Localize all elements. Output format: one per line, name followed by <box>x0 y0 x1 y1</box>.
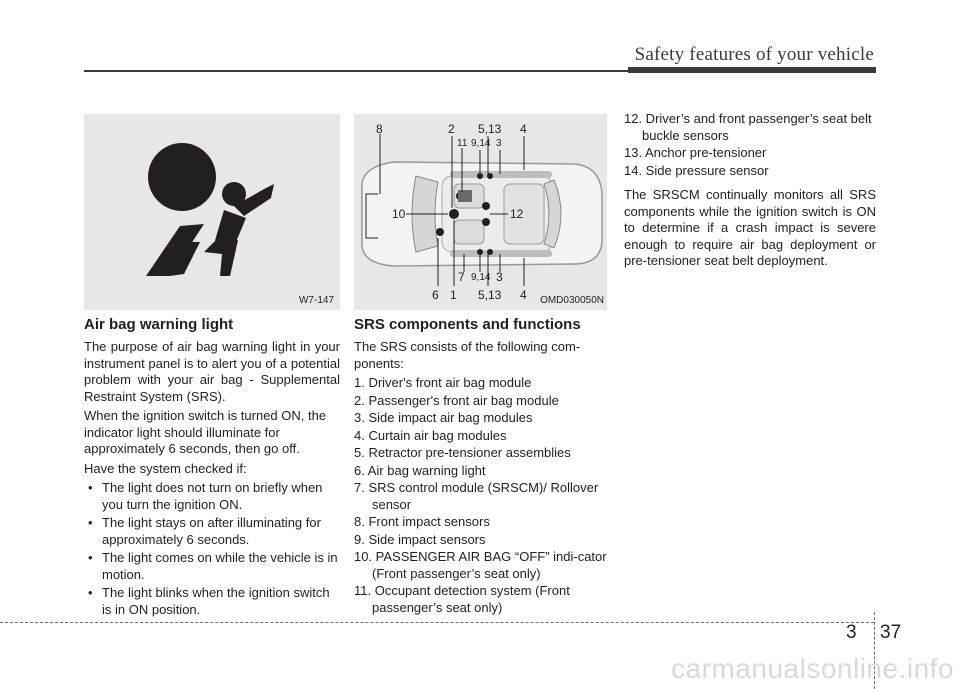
footer-rule <box>0 622 874 623</box>
callout-label: 9,14 <box>471 138 491 149</box>
srs-components-list-continued <box>624 111 876 179</box>
bullet: • <box>88 585 93 600</box>
callout-label: 5,13 <box>478 122 502 136</box>
list-item: 8. Front impact sensors <box>354 514 490 529</box>
bullet: • <box>88 515 93 530</box>
chapter-number: 3 <box>846 622 857 643</box>
callout-label: 5,13 <box>478 288 502 302</box>
airbag-warning-figure <box>84 114 340 310</box>
callout-label: 3 <box>496 270 503 284</box>
paragraph: The SRSCM continually monitors all SRS components while the ignition switch is ON to determine if a crash impact is severe enough to require air bag deployment or pre-tensioner seat belt deployment. <box>624 187 876 268</box>
srs-components-body-continued <box>624 111 876 273</box>
airbag-warning-icon <box>84 114 340 310</box>
list-item: 6. Air bag warning light <box>354 462 486 478</box>
list-item: 12. Driver’s and front passenger’s seat belt buckle sensors <box>624 111 872 143</box>
airbag-warning-heading: Air bag warning light <box>84 316 234 333</box>
header-rule-accent <box>628 67 876 73</box>
callout-label: 2 <box>448 122 455 136</box>
callout-label: 4 <box>520 122 527 136</box>
list-item: 1. Driver's front air bag module <box>354 375 532 390</box>
callout-label: 3 <box>496 138 502 149</box>
callout-label: 9,14 <box>471 272 491 283</box>
check-conditions-list <box>84 480 340 618</box>
callout-label: 11 <box>457 138 468 149</box>
list-item <box>84 480 340 513</box>
list-item: 10. PASSENGER AIR BAG “OFF” indi-cator (Front passenger’s seat only) <box>354 549 607 581</box>
callout-label: 8 <box>376 122 383 136</box>
list-item: 11. Occupant detection system (Front passenger’s seat only) <box>354 583 570 615</box>
callout-label: 10 <box>392 207 406 221</box>
list-item: 9. Side impact sensors <box>354 531 486 547</box>
paragraph: When the ignition switch is turned ON, the indicator light should illuminate for approximately 6 seconds, then go off. <box>84 408 327 456</box>
figure-code: W7-147 <box>298 295 334 306</box>
list-item <box>84 515 340 548</box>
callout-label: 6 <box>432 288 439 302</box>
figure-code: OMD030050N <box>540 295 604 306</box>
list-item-text: The light blinks when the ignition switch is in ON position. <box>102 585 330 617</box>
srs-components-list <box>354 375 607 616</box>
airbag-warning-body <box>84 339 340 620</box>
list-item: 13. Anchor pre-tensioner <box>624 145 767 160</box>
list-item: 4. Curtain air bag modules <box>354 427 507 443</box>
list-item <box>84 550 340 583</box>
watermark: carmanualsonline.info <box>671 653 954 684</box>
srs-components-figure <box>354 114 607 310</box>
bullet: • <box>88 550 93 565</box>
list-item: 5. Retractor pre-tensioner assemblies <box>354 445 571 460</box>
callout-label: 7 <box>458 270 465 284</box>
paragraph: The purpose of air bag warning light in your instrument panel is to alert you of a potential problem with your air bag - Supplemental Restraint System (SRS). <box>84 339 340 404</box>
list-item: 2. Passenger's front air bag module <box>354 392 559 408</box>
paragraph: The SRS consists of the following com-ponents: <box>354 339 581 371</box>
page-number: 37 <box>880 622 902 643</box>
list-item-text: The light does not turn on briefly when you turn the ignition ON. <box>102 480 323 512</box>
srs-components-heading: SRS components and functions <box>354 316 581 333</box>
callout-label: 12 <box>510 207 524 221</box>
list-item <box>84 585 340 618</box>
callout-label: 4 <box>520 288 527 302</box>
list-item: 7. SRS control module (SRSCM)/ Rollover sensor <box>354 480 599 512</box>
list-item: 14. Side pressure sensor <box>624 162 769 178</box>
callout-label: 1 <box>450 288 457 302</box>
srs-components-body <box>354 339 607 617</box>
list-item-text: The light stays on after illuminating for approximately 6 seconds. <box>102 515 321 547</box>
list-item-text: The light comes on while the vehicle is in motion. <box>102 550 338 582</box>
running-header: Safety features of your vehicle <box>634 44 874 65</box>
bullet: • <box>88 480 93 495</box>
list-item: 3. Side impact air bag modules <box>354 410 533 425</box>
paragraph: Have the system checked if: <box>84 460 247 476</box>
